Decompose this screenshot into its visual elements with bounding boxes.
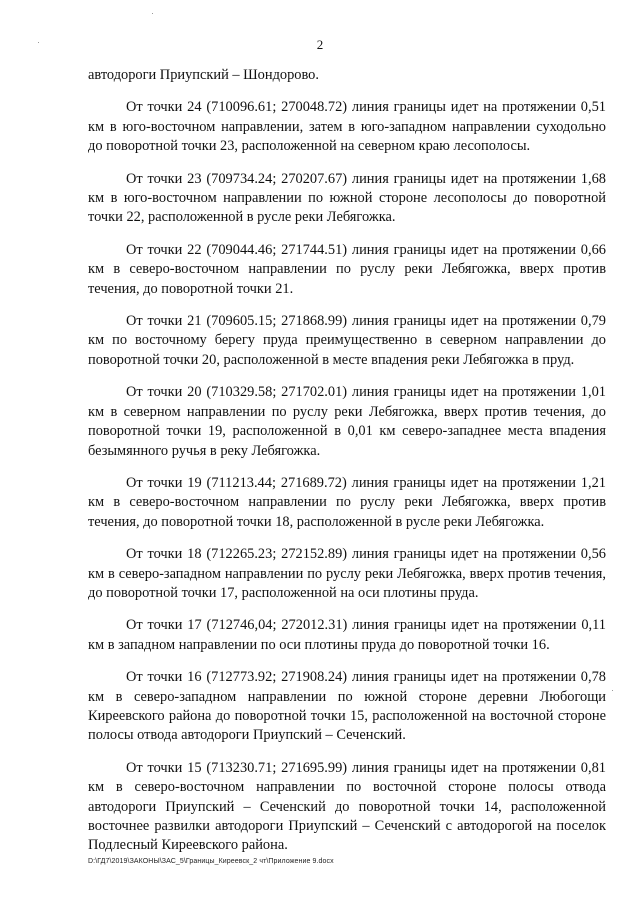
document-body (88, 66, 606, 869)
page-number: 2 (316, 37, 324, 52)
footer-file-path: D:\ГД7\2019\ЗАКОНЫ\ЗАС_5\Границы_Киреевск_2 чт\Приложение 9.docx (88, 858, 334, 865)
scan-speck (612, 690, 613, 691)
paragraph-point-22: От точки 22 (709044.46; 271744.51) линия границы идет на протяжении 0,66 км в северо-восточном направлении по руслу реки Лебягожка, вверх против течения, до поворотной точки 21. (88, 241, 606, 297)
paragraph-point-16: От точки 16 (712773.92; 271908.24) линия границы идет на протяжении 0,78 км в северо-западном направлении по южной стороне деревни Любогощи Киреевского района до поворотной точки 15, расположенной на восточной стороне полосы отвода автодороги Приупский – Сеченский. (88, 669, 606, 744)
paragraph-point-15: От точки 15 (713230.71; 271695.99) линия границы идет на протяжении 0,81 км в северо-восточном направлении по восточной стороне полосы отвода автодороги Приупский – Сеченский до поворотной точки 14, расположенной восточнее развилки автодороги Приупский – Сеченский с автодорогой на поселок Подлесный Киреевского района. (88, 759, 606, 854)
paragraph-point-24: От точки 24 (710096.61; 270048.72) линия границы идет на протяжении 0,51 км в юго-восточном направлении, затем в юго-западном направлении суходольно до поворотной точки 23, расположенной на северном краю лесополосы. (88, 99, 606, 155)
paragraph-point-19: От точки 19 (711213.44; 271689.72) линия границы идет на протяжении 1,21 км в северо-восточном направлении по руслу реки Лебягожка, вверх против течения, до поворотной точки 18, расположенной в русле реки Лебягожка. (88, 474, 606, 530)
continuation-line: автодороги Приупский – Шондорово. (88, 67, 319, 83)
paragraph-point-20: От точки 20 (710329.58; 271702.01) линия границы идет на протяжении 1,01 км в северном направлении по руслу реки Лебягожка, вверх против течения, до поворотной точки 19, расположенной в 0,01 км северо-западнее места впадения безымянного ручья в реку Лебягожка. (88, 384, 606, 459)
paragraph-point-17: От точки 17 (712746,04; 272012.31) линия границы идет на протяжении 0,11 км в западном направлении по оси плотины пруда до поворотной точки 16. (88, 617, 606, 653)
scan-speck (152, 13, 153, 14)
paragraph-point-18: От точки 18 (712265.23; 272152.89) линия границы идет на протяжении 0,56 км в северо-западном направлении по руслу реки Лебягожка, вверх против течения, до поворотной точки 17, расположенной на оси плотины пруда. (88, 546, 606, 601)
paragraph-point-21: От точки 21 (709605.15; 271868.99) линия границы идет на протяжении 0,79 км по восточному берегу пруда преимущественно в северном направлении до поворотной точки 20, расположенной в месте впадения реки Лебягожка в пруд. (88, 313, 606, 368)
paragraph-point-23: От точки 23 (709734.24; 270207.67) линия границы идет на протяжении 1,68 км в юго-восточном направлении по южной стороне лесополосы до поворотной точки 22, расположенной в русле реки Лебягожка. (88, 170, 606, 226)
